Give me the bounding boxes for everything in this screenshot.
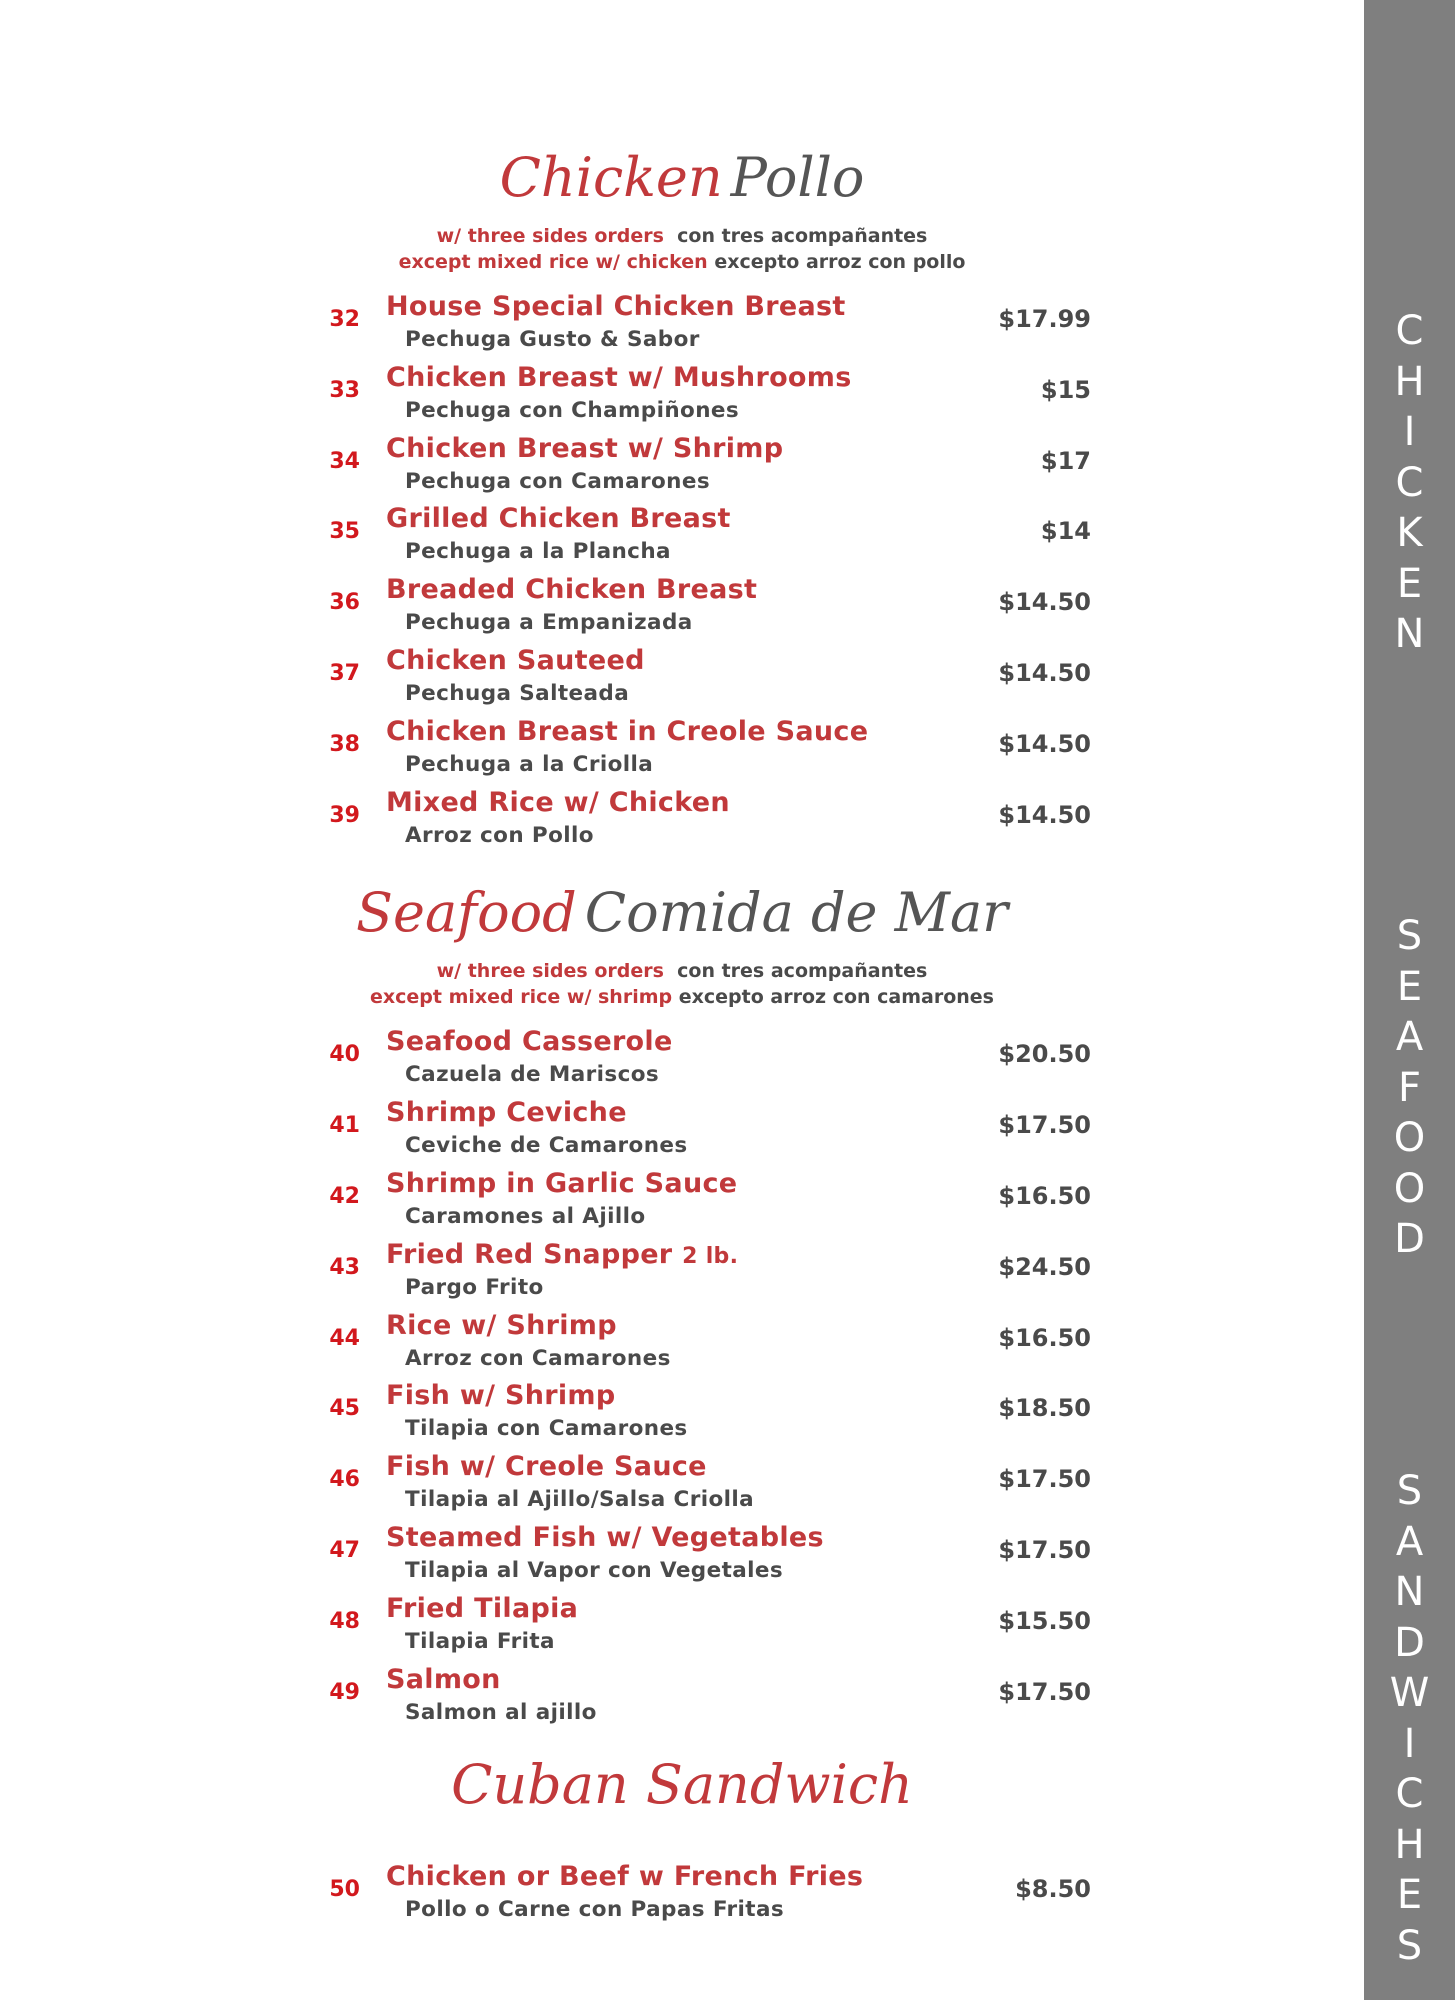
title-english: Chicken <box>499 146 723 209</box>
section-note-line-1 <box>0 223 1364 249</box>
item-price: $17.99 <box>998 305 1091 333</box>
item-name-text: Fried Red Snapper <box>386 1239 673 1270</box>
item-number: 46 <box>329 1467 360 1492</box>
item-number: 47 <box>329 1538 360 1563</box>
category-sidebar <box>1364 0 1455 2000</box>
note-gray: con tres acompañantes <box>677 960 928 982</box>
item-weight-note: 2 lb. <box>682 1244 739 1269</box>
note-red: except mixed rice w/ chicken <box>398 251 708 273</box>
item-name-text: Rice w/ Shrimp <box>386 1310 617 1341</box>
item-name <box>386 1521 824 1555</box>
item-price: $17.50 <box>998 1111 1091 1139</box>
item-spanish-name: Pechuga con Camarones <box>405 469 711 494</box>
item-name <box>386 502 731 536</box>
sidebar-letter: W <box>1389 1670 1430 1716</box>
item-name-text: Shrimp in Garlic Sauce <box>386 1168 738 1199</box>
item-spanish-name: Tilapia al Ajillo/Salsa Criolla <box>405 1487 755 1512</box>
sidebar-letter: D <box>1394 1216 1425 1262</box>
section-title-seafood <box>0 878 1364 948</box>
title-spanish: Pollo <box>730 146 865 209</box>
item-name <box>386 1238 738 1274</box>
item-spanish-name: Pechuga a la Criolla <box>405 752 654 777</box>
sidebar-letter: E <box>1396 560 1423 607</box>
item-number: 39 <box>329 803 360 828</box>
sidebar-word-chicken[interactable] <box>1364 306 1455 660</box>
item-name-text: Salmon <box>386 1664 501 1695</box>
item-spanish-name: Pechuga a Empanizada <box>405 610 693 635</box>
item-spanish-name: Arroz con Pollo <box>405 823 594 848</box>
sidebar-letter: D <box>1394 1619 1425 1666</box>
item-name-text: Chicken Breast w/ Shrimp <box>386 433 784 464</box>
item-number: 33 <box>329 378 360 403</box>
item-name-text: House Special Chicken Breast <box>386 291 846 322</box>
section-note-line-2 <box>0 984 1364 1010</box>
item-price: $14.50 <box>998 801 1091 829</box>
sidebar-letter: C <box>1395 459 1424 506</box>
item-name <box>386 432 783 466</box>
item-number: 50 <box>329 1877 360 1902</box>
item-price: $14.50 <box>998 659 1091 687</box>
item-price: $16.50 <box>998 1182 1091 1210</box>
sidebar-word-sandwiches[interactable] <box>1364 1466 1455 1971</box>
item-number: 41 <box>329 1113 360 1138</box>
title-english: Cuban Sandwich <box>451 1753 913 1816</box>
item-name <box>386 1309 617 1343</box>
item-number: 45 <box>329 1396 360 1421</box>
item-number: 36 <box>329 590 360 615</box>
item-name <box>386 1025 673 1059</box>
item-name-text: Mixed Rice w/ Chicken <box>386 787 730 818</box>
sidebar-letter: E <box>1396 1872 1423 1918</box>
item-price: $17 <box>1040 447 1091 475</box>
item-name-text: Breaded Chicken Breast <box>386 574 758 605</box>
sidebar-letter: N <box>1394 1569 1425 1615</box>
item-price: $17.50 <box>998 1678 1091 1706</box>
item-name <box>386 290 846 324</box>
item-number: 35 <box>329 519 360 544</box>
item-name-text: Chicken Breast in Creole Sauce <box>386 716 869 747</box>
item-name <box>386 1096 627 1130</box>
title-english: Seafood <box>356 881 577 944</box>
sidebar-letter: F <box>1397 1064 1421 1111</box>
sidebar-letter: E <box>1396 963 1423 1010</box>
item-spanish-name: Pechuga Gusto & Sabor <box>405 327 700 352</box>
item-name-text: Fish w/ Creole Sauce <box>386 1451 707 1482</box>
section-note-line-1 <box>0 958 1364 984</box>
item-number: 40 <box>329 1042 360 1067</box>
item-name <box>386 786 730 820</box>
sidebar-letter: K <box>1396 510 1423 556</box>
section-note-line-2 <box>0 249 1364 275</box>
item-price: $18.50 <box>998 1394 1091 1422</box>
item-price: $16.50 <box>998 1324 1091 1352</box>
item-name <box>386 1167 737 1201</box>
item-name-text: Grilled Chicken Breast <box>386 503 731 534</box>
item-spanish-name: Pollo o Carne con Papas Fritas <box>405 1897 785 1922</box>
item-spanish-name: Salmon al ajillo <box>405 1700 597 1725</box>
sidebar-letter: S <box>1396 1468 1423 1514</box>
sidebar-letter: C <box>1395 308 1424 354</box>
item-number: 42 <box>329 1184 360 1209</box>
note-gray: excepto arroz con camarones <box>678 986 994 1008</box>
item-spanish-name: Pechuga con Champiñones <box>405 398 740 423</box>
item-name <box>386 1592 578 1626</box>
sidebar-letter: O <box>1393 1165 1426 1212</box>
sidebar-letter: H <box>1394 358 1425 405</box>
section-title-sandwich <box>0 1750 1364 1820</box>
item-name <box>386 1379 616 1413</box>
sidebar-word-seafood[interactable] <box>1364 911 1455 1265</box>
sidebar-letter: O <box>1393 1115 1426 1161</box>
sidebar-letter: S <box>1396 913 1423 959</box>
item-name-text: Fried Tilapia <box>386 1593 579 1624</box>
item-number: 32 <box>329 307 360 332</box>
item-price: $15.50 <box>998 1607 1091 1635</box>
note-red: w/ three sides orders <box>436 225 664 247</box>
sidebar-letter: A <box>1395 1014 1424 1060</box>
sidebar-letter: S <box>1396 1922 1423 1969</box>
item-name <box>386 1450 707 1484</box>
item-name <box>386 361 852 395</box>
section-title-chicken <box>0 143 1364 213</box>
sidebar-letter: A <box>1395 1518 1424 1565</box>
item-number: 38 <box>329 732 360 757</box>
item-spanish-name: Tilapia al Vapor con Vegetales <box>405 1558 784 1583</box>
item-number: 34 <box>329 449 360 474</box>
item-spanish-name: Caramones al Ajillo <box>405 1204 646 1229</box>
note-gray: con tres acompañantes <box>677 225 928 247</box>
sidebar-letter: I <box>1403 1720 1416 1767</box>
item-name-text: Steamed Fish w/ Vegetables <box>386 1522 824 1553</box>
item-name-text: Shrimp Ceviche <box>386 1097 627 1128</box>
item-number: 44 <box>329 1326 360 1351</box>
sidebar-letter: I <box>1403 409 1416 455</box>
item-name-text: Chicken or Beef w French Fries <box>386 1861 864 1892</box>
item-price: $24.50 <box>998 1253 1091 1281</box>
item-price: $14.50 <box>998 730 1091 758</box>
item-spanish-name: Pechuga Salteada <box>405 681 630 706</box>
note-red: w/ three sides orders <box>436 960 664 982</box>
sidebar-letter: C <box>1395 1771 1424 1817</box>
item-name-text: Seafood Casserole <box>386 1026 673 1057</box>
item-price: $17.50 <box>998 1465 1091 1493</box>
item-name <box>386 644 645 678</box>
item-price: $14.50 <box>998 588 1091 616</box>
sidebar-letter: H <box>1394 1821 1425 1868</box>
item-name <box>386 1860 863 1894</box>
item-spanish-name: Tilapia con Camarones <box>405 1416 688 1441</box>
item-price: $20.50 <box>998 1040 1091 1068</box>
item-spanish-name: Pechuga a la Plancha <box>405 539 671 564</box>
item-spanish-name: Tilapia Frita <box>405 1629 555 1654</box>
item-name <box>386 573 757 607</box>
item-price: $14 <box>1040 517 1091 545</box>
item-number: 43 <box>329 1255 360 1280</box>
title-spanish: Comida de Mar <box>584 881 1008 944</box>
item-name <box>386 1663 501 1697</box>
item-spanish-name: Ceviche de Camarones <box>405 1133 688 1158</box>
item-number: 48 <box>329 1609 360 1634</box>
item-name-text: Chicken Breast w/ Mushrooms <box>386 362 852 393</box>
item-name-text: Chicken Sauteed <box>386 645 645 676</box>
item-name-text: Fish w/ Shrimp <box>386 1380 616 1411</box>
note-gray: excepto arroz con pollo <box>714 251 966 273</box>
note-red: except mixed rice w/ shrimp <box>369 986 673 1008</box>
item-number: 49 <box>329 1680 360 1705</box>
item-number: 37 <box>329 661 360 686</box>
item-price: $15 <box>1040 376 1091 404</box>
item-spanish-name: Cazuela de Mariscos <box>405 1062 660 1087</box>
item-name <box>386 715 868 749</box>
item-spanish-name: Arroz con Camarones <box>405 1346 671 1371</box>
item-price: $17.50 <box>998 1536 1091 1564</box>
item-price: $8.50 <box>1015 1875 1091 1903</box>
item-spanish-name: Pargo Frito <box>405 1275 544 1300</box>
sidebar-letter: N <box>1394 611 1425 657</box>
